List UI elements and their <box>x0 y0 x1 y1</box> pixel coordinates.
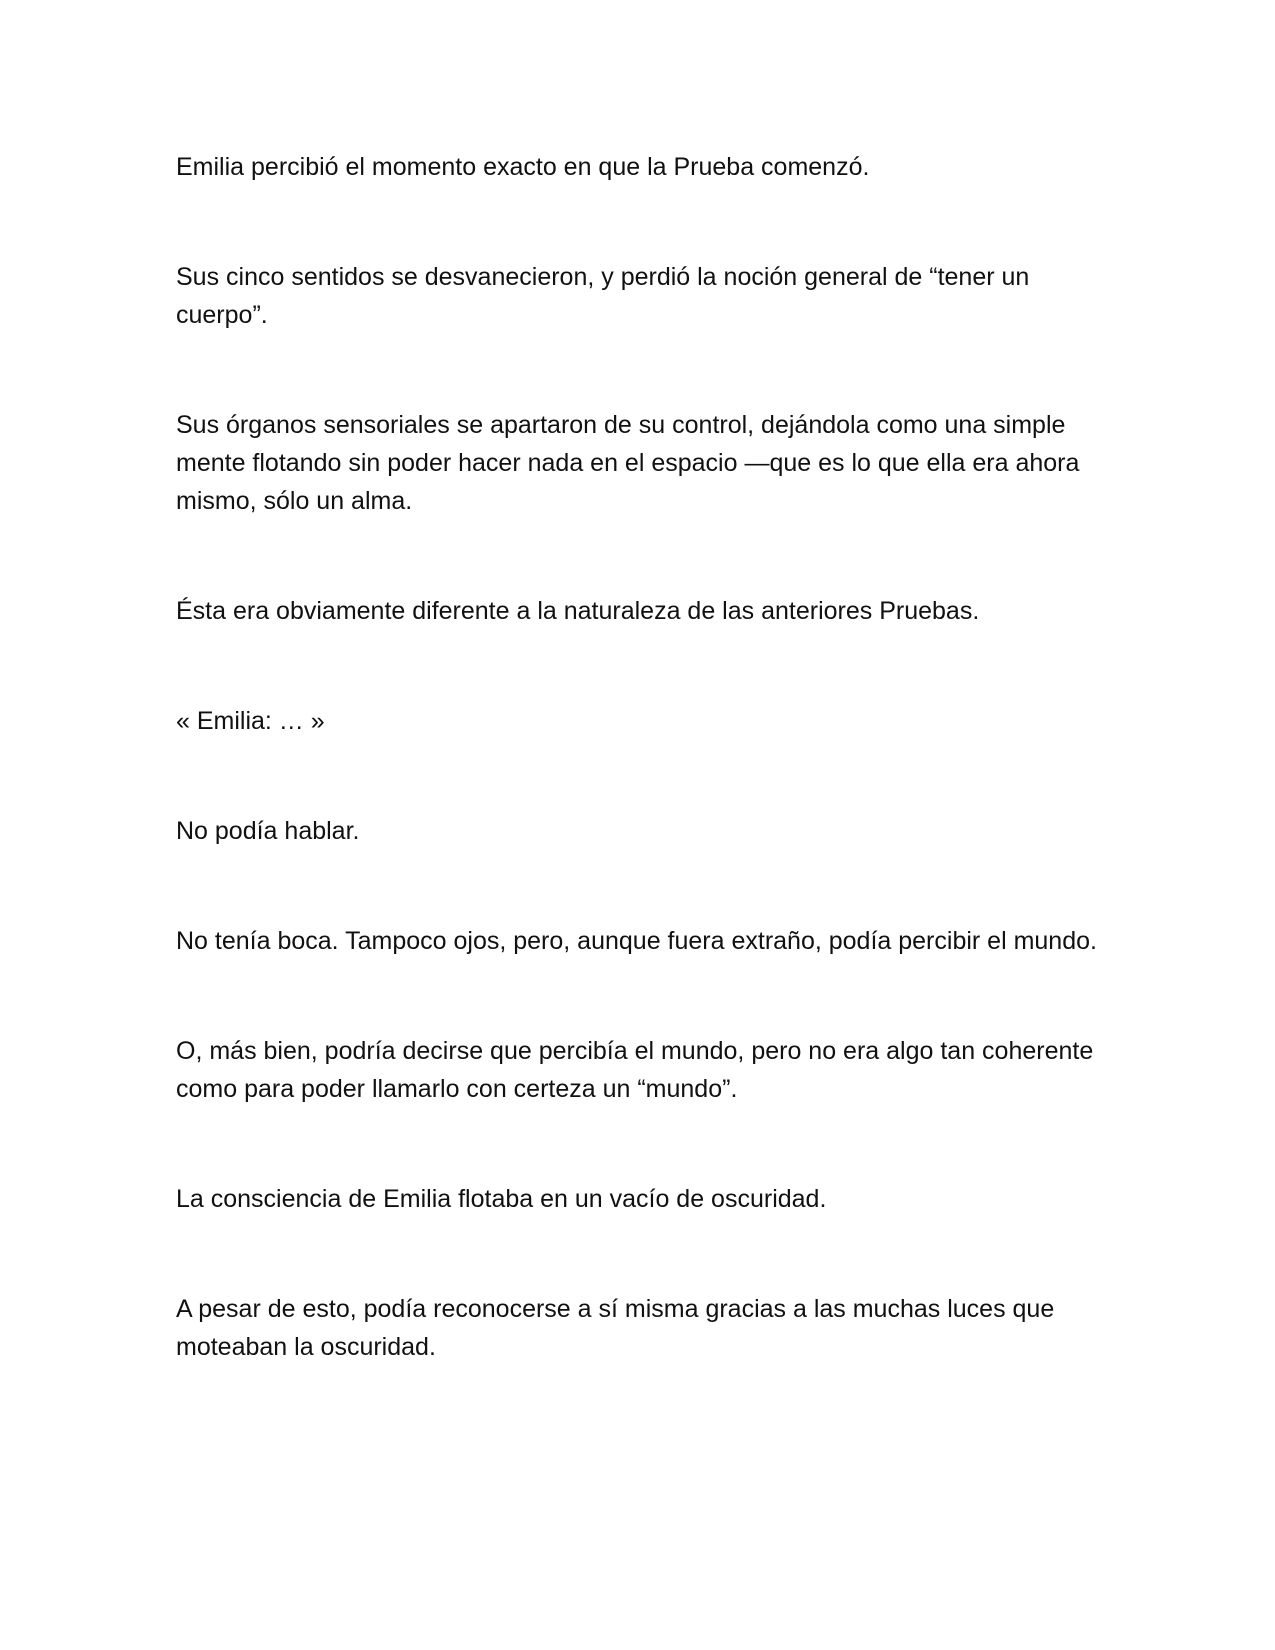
document-body <box>176 148 1106 1438</box>
paragraph: A pesar de esto, podía reconocerse a sí misma gracias a las muchas luces que moteaban la oscuridad. <box>176 1295 1055 1361</box>
paragraph: No podía hablar. <box>176 817 360 845</box>
paragraph: Emilia percibió el momento exacto en que la Prueba comenzó. <box>176 153 870 181</box>
paragraph: La consciencia de Emilia flotaba en un vacío de oscuridad. <box>176 1185 827 1213</box>
paragraph: Sus cinco sentidos se desvanecieron, y perdió la noción general de “tener un cuerpo”. <box>176 263 1030 329</box>
paragraph: « Emilia: … » <box>176 707 325 735</box>
paragraph: Sus órganos sensoriales se apartaron de su control, dejándola como una simple mente flotando sin poder hacer nada en el espacio —que es lo que ella era ahora mismo, sólo un alma. <box>176 411 1080 515</box>
paragraph: Ésta era obviamente diferente a la naturaleza de las anteriores Pruebas. <box>176 597 980 625</box>
paragraph: O, más bien, podría decirse que percibía el mundo, pero no era algo tan coherente como para poder llamarlo con certeza un “mundo”. <box>176 1037 1094 1103</box>
paragraph: No tenía boca. Tampoco ojos, pero, aunque fuera extraño, podía percibir el mundo. <box>176 927 1097 955</box>
